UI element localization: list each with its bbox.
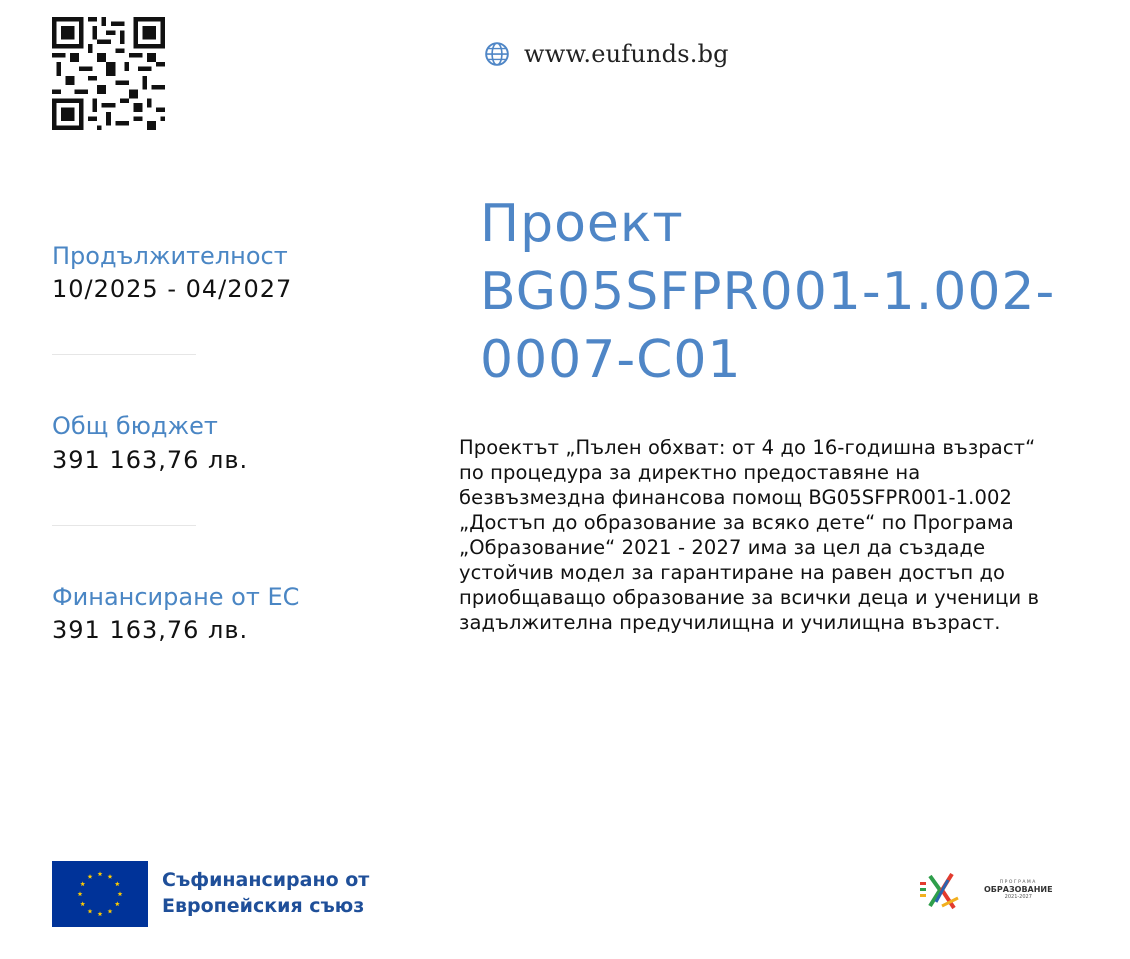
programme-years: 2021-2027: [1004, 894, 1032, 900]
programme-title: ОБРАЗОВАНИЕ: [984, 885, 1053, 894]
budget-value: 391 163,76 лв.: [52, 446, 249, 474]
project-description: Проектът „Пълен обхват: от 4 до 16-годишна възраст“ по процедура за директно предоставяне на безвъзмездна финансова помощ BG05SFPR001-1.002 „Достъп до образование за всяко дете“ по Програма „Образование“ 2021 - 2027 има за цел да създаде устойчив модел за гарантиране на равен достъп до приобщаващо образование за всички деца и ученици в задължителна предучилищна и училищна възраст.: [459, 436, 1040, 634]
website-text: www.eufunds.bg: [524, 40, 729, 68]
eu-funding-value: 391 163,76 лв.: [52, 616, 249, 644]
project-title: [480, 190, 1100, 394]
eu-cofunded-text: [162, 867, 369, 919]
divider: [52, 525, 196, 526]
programme-small-label: ПРОГРАМА: [999, 880, 1037, 885]
project-title-line: 0007-C01: [480, 330, 742, 390]
eu-cofunded-line: Съфинансирано от: [162, 869, 370, 891]
globe-icon: [484, 41, 510, 67]
programme-logo-icon: [918, 872, 966, 910]
duration-label: Продължителност: [52, 242, 288, 270]
project-title-line: BG05SFPR001-1.002-: [480, 262, 1056, 322]
eu-funding-label: Финансиране от ЕС: [52, 583, 300, 611]
duration-value: 10/2025 - 04/2027: [52, 275, 293, 303]
website-link[interactable]: [484, 40, 729, 68]
eu-flag-icon: [52, 861, 148, 927]
programme-name: [984, 880, 1053, 900]
qr-code-icon: [51, 17, 166, 130]
divider: [52, 354, 196, 355]
project-title-line: Проект: [480, 194, 684, 254]
eu-cofunded-line: Европейския съюз: [162, 895, 365, 917]
budget-label: Общ бюджет: [52, 412, 218, 440]
